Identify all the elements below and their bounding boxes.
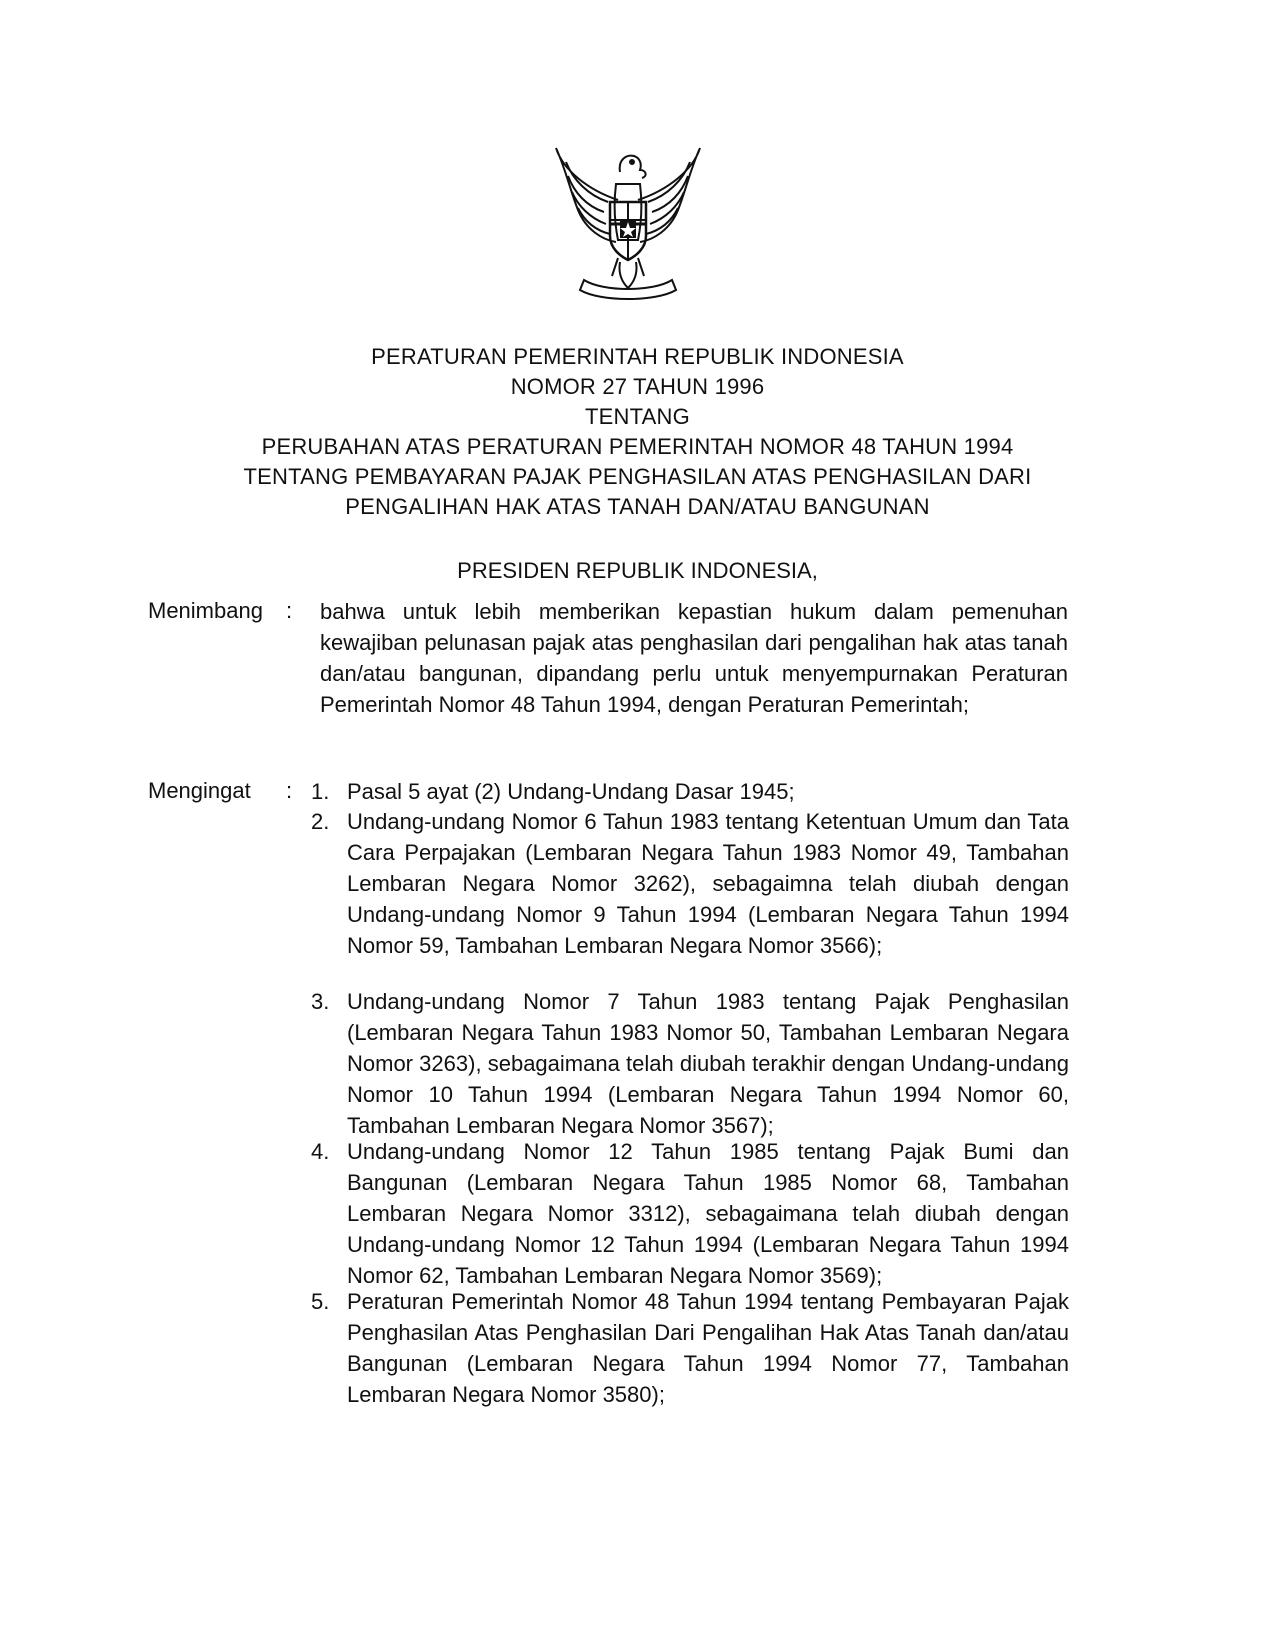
title-line-6: PENGALIHAN HAK ATAS TANAH DAN/ATAU BANGUNAN [345,494,930,519]
title-line-2: NOMOR 27 TAHUN 1996 [510,374,765,399]
mengingat-item-text: Peraturan Pemerintah Nomor 48 Tahun 1994 tentang Pembayaran Pajak Penghasilan Atas Penghasilan Dari Pengalihan Hak Atas Tanah dan/atau Bangunan (Lembaran Negara Tahun 1994 Nomor 77, Tambahan Lembaran Negara Nomor 3580); [347,1289,1069,1407]
mengingat-item-number: 4. [311,1139,330,1164]
mengingat-item-text: Undang-undang Nomor 6 Tahun 1983 tentang Ketentuan Umum dan Tata Cara Perpajakan (Lembaran Negara Tahun 1983 Nomor 49, Tambahan Lembaran Negara Nomor 3262), sebagaimna telah diubah dengan Undang-undang Nomor 9 Tahun 1994 (Lembaran Negara Tahun 1994 Nomor 59, Tambahan Lembaran Negara Nomor 3566); [347,809,1069,958]
mengingat-colon: : [286,778,293,803]
mengingat-label: Mengingat [148,778,251,803]
title-line-4: PERUBAHAN ATAS PERATURAN PEMERINTAH NOMOR 48 TAHUN 1994 [261,434,1014,459]
mengingat-item-text: Pasal 5 ayat (2) Undang-Undang Dasar 1945; [347,779,795,804]
mengingat-item-text: Undang-undang Nomor 7 Tahun 1983 tentang Pajak Penghasilan (Lembaran Negara Tahun 1983 Nomor 50, Tambahan Lembaran Negara Nomor 3263), sebagaimana telah diubah terakhir dengan Undang-undang Nomor 10 Tahun 1994 (Lembaran Negara Tahun 1994 Nomor 60, Tambahan Lembaran Negara Nomor 3567); [347,989,1069,1138]
regulation-title [150,342,1125,522]
presiden-heading: PRESIDEN REPUBLIK INDONESIA, [457,558,818,583]
garuda-emblem-icon [548,140,708,310]
menimbang-colon: : [286,598,293,623]
mengingat-item-number: 2. [311,809,330,834]
mengingat-item-number: 3. [311,989,330,1014]
title-line-5: TENTANG PEMBAYARAN PAJAK PENGHASILAN ATAS PENGHASILAN DARI [243,464,1032,489]
title-line-1: PERATURAN PEMERINTAH REPUBLIK INDONESIA [371,344,904,369]
mengingat-item-text: Undang-undang Nomor 12 Tahun 1985 tentang Pajak Bumi dan Bangunan (Lembaran Negara Tahun 1985 Nomor 68, Tambahan Lembaran Negara Nomor 3312), sebagaimana telah diubah dengan Undang-undang Nomor 12 Tahun 1994 (Lembaran Negara Tahun 1994 Nomor 62, Tambahan Lembaran Negara Nomor 3569); [347,1139,1069,1288]
title-line-3: TENTANG [585,404,690,429]
mengingat-item-number: 1. [311,779,330,804]
menimbang-text: bahwa untuk lebih memberikan kepastian hukum dalam pemenuhan kewajiban pelunasan pajak atas penghasilan dari pengalihan hak atas tanah dan/atau bangunan, dipandang perlu untuk menyempurnakan Peraturan Pemerintah Nomor 48 Tahun 1994, dengan Peraturan Pemerintah; [320,599,1068,717]
mengingat-item-number: 5. [311,1289,330,1314]
menimbang-label: Menimbang [148,598,263,623]
